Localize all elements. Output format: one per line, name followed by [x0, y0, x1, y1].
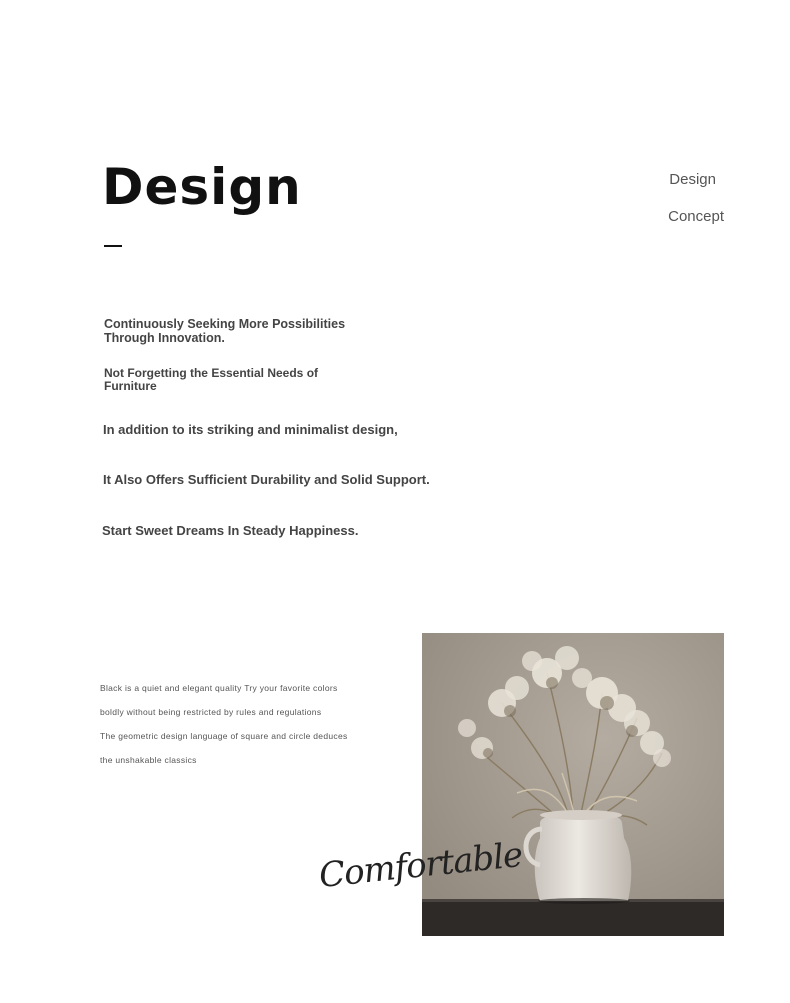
description-line: boldly without being restricted by rules and regulations [100, 707, 322, 717]
side-nav [668, 170, 724, 227]
description-line: the unshakable classics [100, 755, 197, 765]
description-paragraph [100, 676, 400, 772]
title-underline [104, 245, 122, 247]
page-title: Design [102, 158, 302, 216]
table [422, 901, 724, 936]
sweet-dreams-line: Start Sweet Dreams In Steady Happiness. [102, 523, 359, 538]
comfortable-script-word: Comfortable [317, 834, 524, 897]
nav-item-design[interactable]: Design [669, 171, 716, 188]
dried-flowers-vase-illustration [422, 633, 724, 936]
essential-needs-heading: Not Forgetting the Essential Needs of Furniture [104, 366, 319, 393]
vase [526, 810, 631, 904]
nav-item-concept[interactable]: Concept [668, 208, 724, 225]
minimalist-design-line: In addition to its striking and minimalist design, [103, 422, 398, 437]
innovation-heading: Continuously Seeking More Possibilities Through Innovation. [104, 317, 346, 345]
vase-photo [422, 633, 724, 936]
description-line: Black is a quiet and elegant quality Try your favorite colors [100, 683, 338, 693]
durability-line: It Also Offers Sufficient Durability and Solid Support. [103, 472, 430, 487]
description-line: The geometric design language of square and circle deduces [100, 731, 348, 741]
